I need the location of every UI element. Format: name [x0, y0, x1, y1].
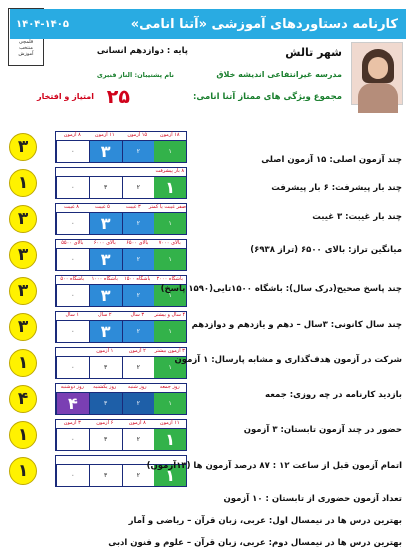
- level-cell: ۱: [154, 141, 186, 162]
- score-circle: ۳: [9, 205, 37, 233]
- summary-unit: امتیاز و افتخار: [37, 92, 94, 101]
- level-header: [56, 348, 89, 356]
- photo-body: [358, 83, 398, 113]
- level-header: باشگاه ۲۰۰۰: [156, 276, 183, 282]
- level-cell: ۲: [122, 177, 155, 198]
- level-grid: [55, 455, 187, 487]
- level-cell: ۳: [89, 285, 122, 306]
- score-circle: ۱: [9, 349, 37, 377]
- level-header: ۲ سال: [97, 312, 112, 318]
- metric-text: حضور در چند آزمون تابستان: ۳ آزمون: [243, 425, 402, 435]
- student-photo: [351, 42, 403, 105]
- level-header-row: [56, 312, 186, 320]
- level-header: [89, 168, 122, 176]
- level-grid: [55, 131, 187, 163]
- score-circle: ۳: [9, 313, 37, 341]
- level-cell: ۴: [56, 393, 89, 414]
- student-city: شهر تالش: [285, 46, 342, 59]
- level-cell: ۳: [89, 177, 122, 198]
- level-header-row: [56, 420, 186, 428]
- level-grid: [55, 239, 187, 271]
- level-cell: ۳: [89, 429, 122, 450]
- level-grid: [55, 383, 187, 415]
- level-cell: ۲: [122, 465, 155, 486]
- level-header: ۱۱ آزمون: [159, 420, 180, 426]
- level-header: بالای ۶۰۰۰: [93, 240, 116, 246]
- level-grid: [55, 347, 187, 379]
- student-grade: پایه : دوازدهم انسانی: [96, 46, 188, 56]
- level-header: ۳ آزمون: [63, 420, 81, 426]
- level-header-row: [56, 348, 186, 356]
- level-cell: ۳: [89, 393, 122, 414]
- metric-text: چند بار پیشرفت: ۶ بار پیشرفت: [271, 183, 402, 193]
- level-cell: ۳: [89, 213, 122, 234]
- level-cell-row: [56, 320, 186, 342]
- level-header: [121, 168, 154, 176]
- level-header: ۸ آزمون: [63, 132, 81, 138]
- level-header-row: [56, 384, 186, 392]
- level-cell: ۲: [122, 429, 155, 450]
- level-cell: ۳: [89, 141, 122, 162]
- level-header: باشگاه ۱۰۰۰: [91, 276, 118, 282]
- level-grid: [55, 419, 187, 451]
- level-grid: [55, 203, 187, 235]
- level-cell: ۰: [56, 321, 89, 342]
- level-header: ۸ آزمون: [128, 420, 146, 426]
- level-cell-row: [56, 392, 186, 414]
- report-header: [10, 9, 406, 39]
- level-header: ۶ آزمون: [96, 420, 114, 426]
- level-cell-row: [56, 428, 186, 450]
- level-header: بالای ۶۵۰۰: [126, 240, 149, 246]
- level-header-row: [56, 204, 186, 212]
- level-header: روز دوشنبه: [60, 384, 84, 390]
- level-cell: ۲: [122, 321, 155, 342]
- metric-text: چند سال کانونی: ۳سال – دهم و یازدهم و دوازدهم: [191, 320, 402, 330]
- level-cell: ۱: [154, 177, 186, 198]
- level-header: ۱۸ آزمون: [159, 132, 180, 138]
- level-header-row: [56, 132, 186, 140]
- level-cell: ۲: [122, 213, 155, 234]
- footer-line-1: تعداد آزمون حضوری از تابستان : ۱۰ آزمون: [223, 494, 402, 504]
- level-header: بالای ۵۵۰۰: [61, 240, 84, 246]
- level-cell-row: [56, 212, 186, 234]
- level-cell: ۳: [89, 465, 122, 486]
- level-cell: ۰: [56, 249, 89, 270]
- level-cell: ۳: [89, 357, 122, 378]
- level-cell: ۰: [56, 429, 89, 450]
- level-cell: ۰: [56, 465, 89, 486]
- level-header: بالای ۷۰۰۰: [158, 240, 181, 246]
- level-cell: ۱: [154, 465, 186, 486]
- logo-line2: منتخب: [19, 45, 33, 51]
- level-cell: ۰: [56, 285, 89, 306]
- level-cell: ۱: [154, 393, 186, 414]
- level-cell: ۱: [154, 249, 186, 270]
- level-cell: ۲: [122, 357, 155, 378]
- logo-line1: قلمچی: [18, 39, 34, 45]
- logo-line3: آموزش: [18, 51, 34, 57]
- level-header: ۸ غیبت: [64, 204, 79, 210]
- level-cell: ۱: [154, 429, 186, 450]
- level-cell-row: [56, 140, 186, 162]
- score-circle: ۳: [9, 277, 37, 305]
- level-cell: ۲: [122, 285, 155, 306]
- level-header-row: [56, 168, 186, 176]
- level-cell: ۱: [154, 357, 186, 378]
- level-cell: ۰: [56, 141, 89, 162]
- level-header: [56, 168, 89, 176]
- level-header: ۱۵ آزمون: [127, 132, 148, 138]
- level-header: روز یکشنبه: [93, 384, 117, 390]
- level-header-row: [56, 276, 186, 284]
- level-cell: ۲: [122, 141, 155, 162]
- level-cell: ۱: [154, 321, 186, 342]
- metric-text: میانگین تراز: بالای ۶۵۰۰ (تراز ۶۹۳۸): [250, 245, 402, 255]
- level-header: [56, 456, 89, 464]
- level-cell: ۰: [56, 177, 89, 198]
- level-cell: ۲: [122, 249, 155, 270]
- student-advisor: نام پشتیبان: الناز قنبری: [96, 71, 174, 79]
- footer-line-2: بهترین درس ها در نیمسال اول: عربی، زبان قرآن – ریاضی و آمار: [128, 516, 402, 526]
- score-circle: ۳: [9, 133, 37, 161]
- level-cell: ۱: [154, 285, 186, 306]
- photo-face: [368, 57, 388, 79]
- level-header-row: [56, 240, 186, 248]
- level-grid: [55, 167, 187, 199]
- level-cell: ۲: [122, 393, 155, 414]
- level-header: باشگاه ۵۰۰: [60, 276, 85, 282]
- level-header: ۸ بار پیشرفت: [155, 168, 185, 174]
- level-cell: ۳: [89, 321, 122, 342]
- level-cell-row: [56, 356, 186, 378]
- score-circle: ۱: [9, 421, 37, 449]
- level-cell: ۰: [56, 213, 89, 234]
- metric-text: چند پاسخ صحیح(درک سال): باشگاه ۱۵۰۰تایی(۱۵۹۰ پاسخ): [160, 284, 402, 294]
- metric-text: چند بار غیبت: ۳ غیبت: [312, 212, 402, 222]
- report-date: ۱۴۰۴-۱۴۰۵: [16, 18, 69, 30]
- footer-line-3: بهترین درس ها در نیمسال دوم: عربی، زبان قرآن – علوم و فنون ادبی: [108, 538, 402, 548]
- score-circle: ۳: [9, 241, 37, 269]
- score-circle: ۴: [9, 385, 37, 413]
- level-cell-row: [56, 176, 186, 198]
- summary-label: مجموع ویژگی های ممتاز آتنا انامی:: [192, 92, 342, 102]
- summary-value: ۲۵: [106, 86, 130, 108]
- level-grid: [55, 311, 187, 343]
- level-header: ۱ سال: [65, 312, 80, 318]
- student-school: مدرسه غیرانتفاعی اندیشه خلاق: [216, 70, 342, 79]
- level-header: ۳ آزمون بیشتر: [154, 348, 185, 354]
- level-cell: ۳: [89, 249, 122, 270]
- level-header: ۲ آزمون: [128, 348, 146, 354]
- level-header: باشگاه ۱۵۰۰: [124, 276, 151, 282]
- metric-text: شرکت در آزمون هدف‌گذاری و مشابه پارسال: ۱ آزمون: [174, 355, 402, 365]
- level-header: روز شنبه: [127, 384, 147, 390]
- level-header: [89, 456, 122, 464]
- level-header: ۵ غیبت: [94, 204, 110, 210]
- metric-text: چند آزمون اصلی: ۱۵ آزمون اصلی: [261, 155, 402, 165]
- level-cell: ۱: [154, 213, 186, 234]
- level-cell: ۰: [56, 357, 89, 378]
- metric-text: بازدید کارنامه در چه روزی: جمعه: [265, 390, 402, 400]
- level-header: ۱۱ آزمون: [94, 132, 115, 138]
- level-header: ۱ آزمون: [96, 348, 114, 354]
- level-header: ۴ سال و بیشتر: [154, 312, 186, 318]
- report-title: کارنامه دستاوردهای آموزشی «آتنا انامی»: [130, 16, 398, 32]
- level-header: ۳ غیبت: [125, 204, 141, 210]
- score-circle: ۱: [9, 169, 37, 197]
- level-cell-row: [56, 248, 186, 270]
- level-header: صفر غیبت یا کمتر: [148, 204, 186, 210]
- metric-text: اتمام آزمون قبل از ساعت ۱۲ : ۸۷ درصد آزمون ها (۱۳آزمون): [146, 461, 402, 471]
- level-header: روز جمعه: [159, 384, 180, 390]
- level-header: ۳ سال: [130, 312, 145, 318]
- score-circle: ۱: [9, 457, 37, 485]
